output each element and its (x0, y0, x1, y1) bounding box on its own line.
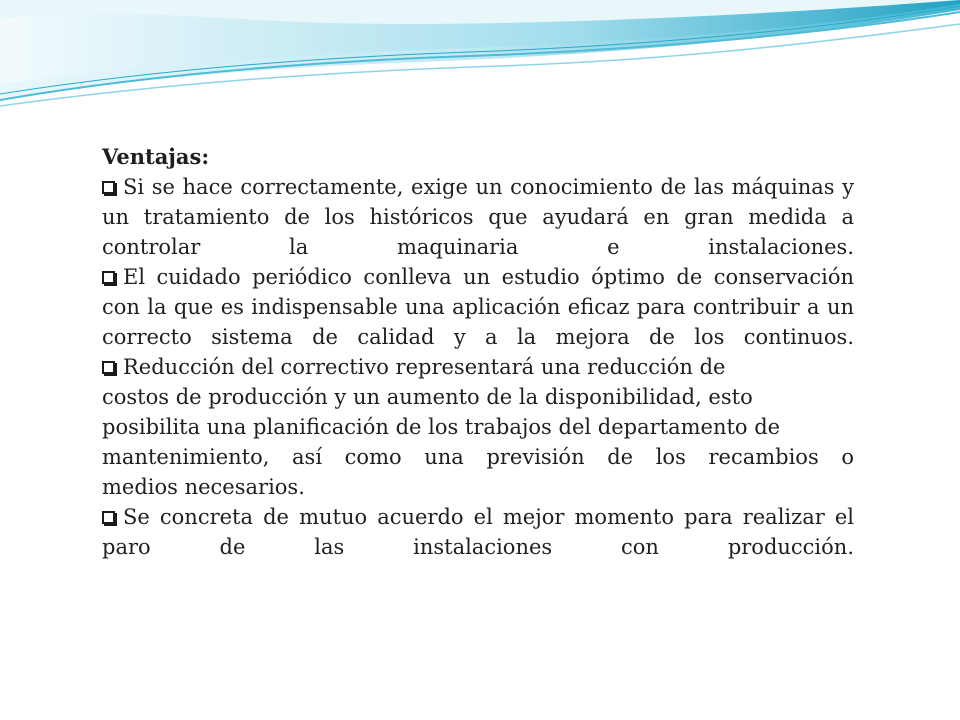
square-bullet-icon (102, 271, 115, 284)
list-item-line: costos de producción y un aumento de la disponibilidad, esto (102, 385, 753, 409)
slide-heading: Ventajas: (102, 144, 210, 169)
list-item (102, 352, 854, 502)
list-item-line: Reducción del correctivo representará una reducción de (123, 355, 726, 379)
header-wave-decoration (0, 0, 960, 120)
square-bullet-icon (102, 511, 115, 524)
square-bullet-icon (102, 361, 115, 374)
list-item-line: medios necesarios. (102, 475, 305, 499)
list-item (102, 262, 854, 352)
square-bullet-icon (102, 181, 115, 194)
list-item-line: mantenimiento, así como una previsión de los recambios o (102, 445, 854, 469)
list-item-text: El cuidado periódico conlleva un estudio óptimo de conservación con la que es indispensable una aplicación eficaz para contribuir a un correcto sistema de calidad y a la mejora de los continuos. (102, 265, 854, 349)
slide-content (102, 142, 854, 562)
list-item-text: Si se hace correctamente, exige un conocimiento de las máquinas y un tratamiento de los históricos que ayudará en gran medida a controlar la maquinaria e instalaciones. (102, 175, 854, 259)
list-item-line: posibilita una planificación de los trabajos del departamento de (102, 415, 781, 439)
list-item (102, 502, 854, 562)
list-item-text: Se concreta de mutuo acuerdo el mejor momento para realizar el paro de las instalaciones con producción. (102, 505, 854, 559)
list-item (102, 172, 854, 262)
